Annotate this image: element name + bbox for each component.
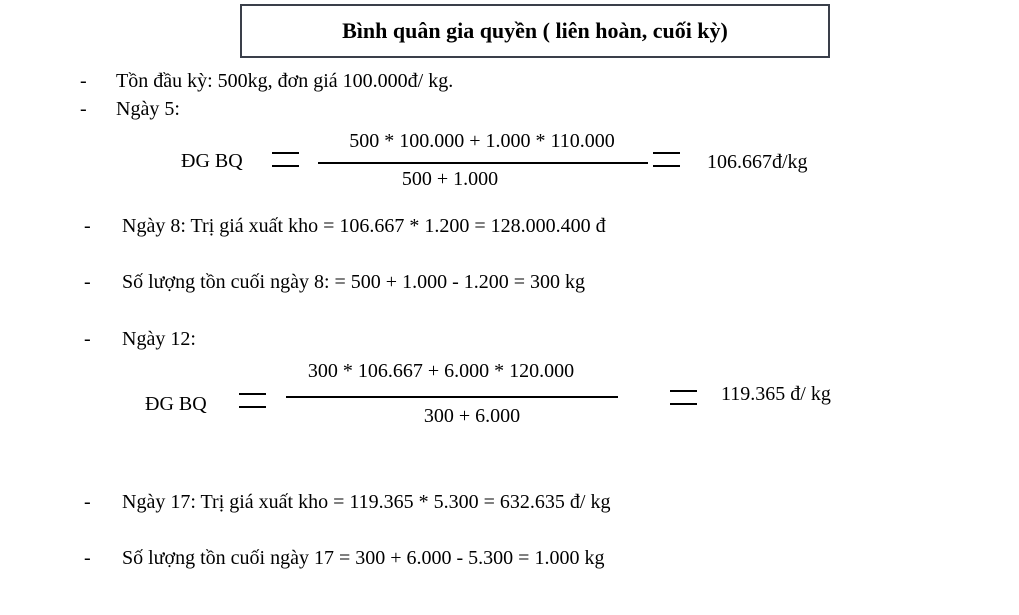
- formula-denominator: 300 + 6.000: [423, 405, 521, 427]
- page-title: Bình quân gia quyền ( liên hoàn, cuối kỳ): [342, 18, 728, 43]
- bullet-dash: -: [84, 271, 91, 293]
- day5-label: Ngày 5:: [116, 98, 180, 120]
- opening-stock-text: Tồn đầu kỳ: 500kg, đơn giá 100.000đ/ kg.: [116, 70, 454, 92]
- day12-label: Ngày 12:: [122, 328, 196, 350]
- bullet-dash: -: [80, 70, 87, 92]
- formula-result: 119.365 đ/ kg: [721, 383, 831, 405]
- fraction-bar: [286, 396, 618, 398]
- bullet-dash: -: [84, 328, 91, 350]
- day17-text: Ngày 17: Trị giá xuất kho = 119.365 * 5.300 = 632.635 đ/ kg: [122, 491, 611, 513]
- bullet-dash: -: [84, 547, 91, 569]
- title-box: [240, 4, 830, 58]
- fraction-bar: [318, 162, 648, 164]
- formula-label: ĐG BQ: [145, 393, 207, 415]
- formula-numerator: 300 * 106.667 + 6.000 * 120.000: [307, 360, 575, 382]
- bullet-dash: -: [84, 215, 91, 237]
- stock-day17-text: Số lượng tồn cuối ngày 17 = 300 + 6.000 - 5.300 = 1.000 kg: [122, 547, 605, 569]
- bullet-dash: -: [84, 491, 91, 513]
- formula-label: ĐG BQ: [181, 150, 243, 172]
- day8-text: Ngày 8: Trị giá xuất kho = 106.667 * 1.200 = 128.000.400 đ: [122, 215, 606, 237]
- formula-numerator: 500 * 100.000 + 1.000 * 110.000: [349, 130, 615, 152]
- formula-denominator: 500 + 1.000: [401, 168, 499, 190]
- stock-day8-text: Số lượng tồn cuối ngày 8: = 500 + 1.000 - 1.200 = 300 kg: [122, 271, 586, 293]
- bullet-dash: -: [80, 98, 87, 120]
- formula-result: 106.667đ/kg: [707, 151, 808, 173]
